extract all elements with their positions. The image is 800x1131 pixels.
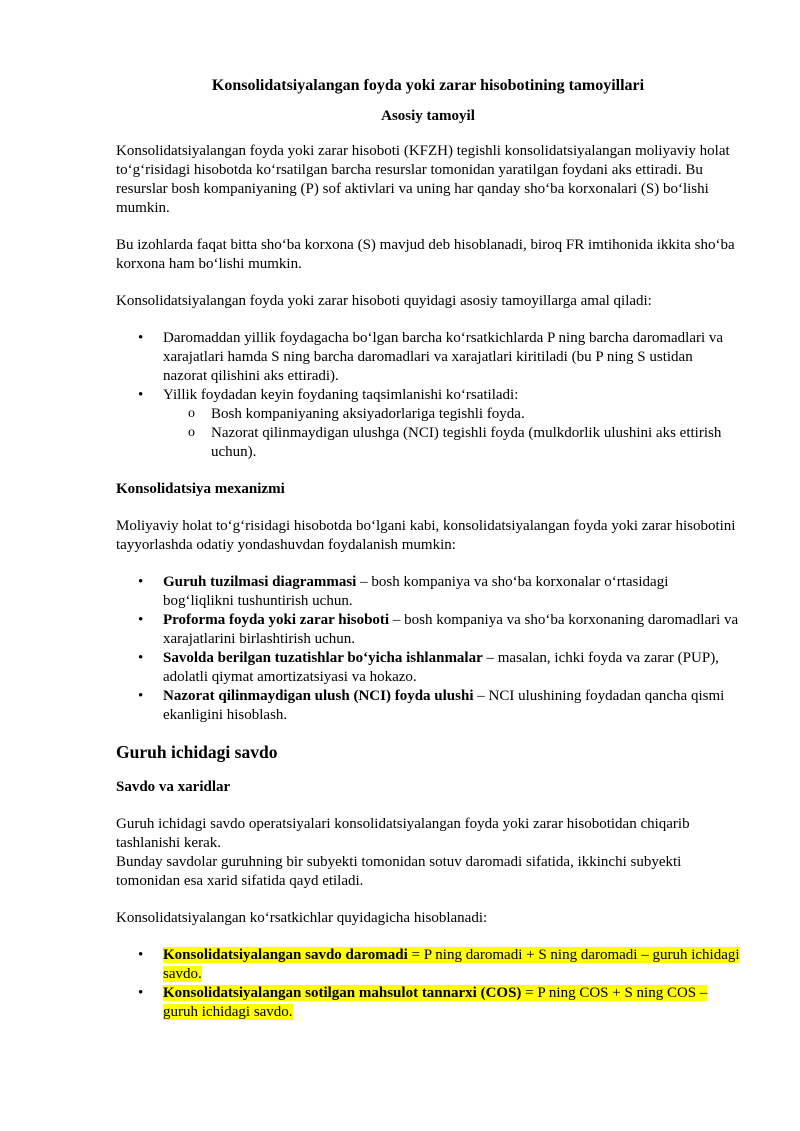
paragraph-group-trade [116, 815, 740, 891]
section-subtitle: Asosiy tamoyil [381, 108, 475, 124]
list-item [116, 984, 740, 1022]
list-item-bold: Proforma foyda yoki zarar hisoboti [163, 612, 390, 628]
paragraph-line: Bunday savdolar guruhning bir subyekti tomonidan sotuv daromadi sifatida, ikkinchi subyekti tomonidan esa xarid sifatida qayd etiladi. [116, 854, 682, 889]
list-item [116, 573, 740, 611]
sub-list-item [163, 405, 740, 424]
list-item-text: – masalan, ichki foyda va zarar (PUP), adolatli qiymat amortizatsiyasi va hokazo. [163, 650, 719, 685]
mechanism-list [116, 573, 740, 725]
sub-list-item-text: Bosh kompaniyaning aksiyadorlariga tegishli foyda. [211, 406, 525, 422]
list-item-text: Daromaddan yillik foydagacha bo‘lgan barcha ko‘rsatkichlarda P ning barcha daromadlari va xarajatlari hamda S ning barcha daromadlari va xarajatlari kiritiladi (bu P ning S ustidan nazorat qilishini aks ettiradi). [163, 330, 724, 384]
paragraph-consolidated-lead: Konsolidatsiyalangan ko‘rsatkichlar quyidagicha hisoblanadi: [116, 910, 488, 926]
list-item-bold: Guruh tuzilmasi diagrammasi [163, 574, 357, 590]
list-item-bold: Konsolidatsiyalangan savdo daromadi [163, 947, 408, 963]
sub-list [163, 405, 740, 462]
heading-mechanism: Konsolidatsiya mexanizmi [116, 481, 285, 497]
document-title: Konsolidatsiyalangan foyda yoki zarar hisobotining tamoyillari [211, 77, 645, 94]
list-item [116, 946, 740, 984]
list-item [116, 611, 740, 649]
paragraph-principles-lead: Konsolidatsiyalangan foyda yoki zarar hisoboti quyidagi asosiy tamoyillarga amal qiladi: [116, 293, 652, 309]
list-item-text: = P ning COS + S ning COS – guruh ichidagi savdo. [163, 985, 708, 1020]
sub-list-item-text: Nazorat qilinmaydigan ulushga (NCI) tegishli foyda (mulkdorlik ulushini aks ettirish uchun). [211, 425, 722, 460]
paragraph-line: Guruh ichidagi savdo operatsiyalari konsolidatsiyalangan foyda yoki zarar hisobotidan chiqarib tashlanishi kerak. [116, 816, 690, 851]
list-item-bold: Savolda berilgan tuzatishlar bo‘yicha ishlanmalar [163, 650, 483, 666]
heading-sales-purchases: Savdo va xaridlar [116, 779, 231, 795]
consolidated-list [116, 946, 740, 1022]
list-item-bold: Nazorat qilinmaydigan ulush (NCI) foyda ulushi [163, 688, 474, 704]
highlighted-text [163, 985, 707, 1020]
list-item-text: – NCI ulushining foydadan qancha qismi ekanligini hisoblash. [163, 688, 725, 723]
heading-group-trade: Guruh ichidagi savdo [116, 742, 278, 762]
list-item [116, 386, 740, 462]
list-item-text: – bosh kompaniya va sho‘ba korxonaning daromadlari va xarajatlarini birlashtirish uchun. [163, 612, 739, 647]
list-item-text: – bosh kompaniya va sho‘ba korxonalar o‘rtasidagi bog‘liqlikni tushuntirish uchun. [163, 574, 669, 609]
highlighted-text [163, 947, 740, 982]
list-item-text: Yillik foydadan keyin foydaning taqsimlanishi ko‘rsatiladi: [163, 387, 519, 403]
principles-list [116, 329, 740, 462]
document-page [116, 76, 740, 1040]
list-item [116, 649, 740, 687]
list-item [116, 687, 740, 725]
list-item [116, 329, 740, 386]
sub-list-item [163, 424, 740, 462]
paragraph-mechanism: Moliyaviy holat to‘g‘risidagi hisobotda bo‘lgani kabi, konsolidatsiyalangan foyda yoki zarar hisobotini tayyorlashda odatiy yondashuvdan foydalanish mumkin: [116, 518, 736, 553]
paragraph-intro: Konsolidatsiyalangan foyda yoki zarar hisoboti (KFZH) tegishli konsolidatsiyalangan moliyaviy holat to‘g‘risidagi hisobotda ko‘rsatilgan barcha resurslar tomonidan yaratilgan foydani aks ettiradi. Bu resurslar bosh kompaniyaning (P) sof aktivlari va uning har qanday sho‘ba korxonalari (S) bo‘lishi mumkin. [116, 143, 730, 216]
list-item-bold: Konsolidatsiyalangan sotilgan mahsulot tannarxi (COS) [163, 985, 522, 1001]
paragraph-assumption: Bu izohlarda faqat bitta sho‘ba korxona (S) mavjud deb hisoblanadi, biroq FR imtihonida ikkita sho‘ba korxona ham bo‘lishi mumkin. [116, 237, 735, 272]
list-item-text: = P ning daromadi + S ning daromadi – guruh ichidagi savdo. [163, 947, 740, 982]
